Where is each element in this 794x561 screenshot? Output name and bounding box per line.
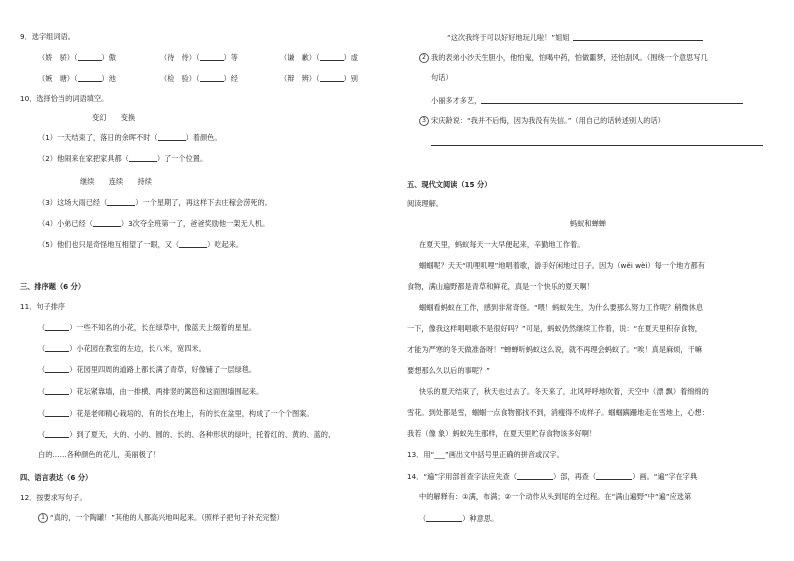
passage-line: 蝈蝈呢？天天“叽哩叽哩”地唱着歌，游手好闲地过日子。因为（wěi wèi）每一个地方都有	[419, 261, 705, 270]
passage-line: 要想那么久以后的事呢？”	[407, 366, 490, 375]
q13: 13．用“___”画出文中括号里正确的拼音或汉字。	[407, 450, 564, 459]
q12-part-3: 3 宋庆龄说：“我并不后悔，因为我没有失信。”（用自己的话转述别人的话）	[419, 116, 665, 126]
passage-line: 一下，像我这样唱唱歌不是很好吗？”可是，蚂蚁仍然继续工作着，说：“在夏天里积存食物，	[407, 324, 702, 333]
passage-line: 食物，满山遍野都是青草和鲜花，真是一个快乐的夏天啊！	[407, 282, 594, 291]
q9-item: （娇 骄）（ ）傲	[38, 53, 116, 62]
q10-sentence-2: （2）他闹来在家把家具都（ ）了一个位置。	[38, 154, 208, 163]
q14-line-3: （ ）种意思。	[419, 514, 499, 523]
number-circle: 3	[419, 116, 429, 126]
section-3-title: 三、排序题（6 分）	[20, 282, 86, 291]
sort-item: （ ）花坛紧靠墙，由一排横、两排竖的篱笆和这面围墙围起来。	[38, 387, 264, 396]
q9-item: （检 验）（ ）经	[160, 74, 238, 83]
q12-part-1: 1 “真的，一个陶罐！”其他的人都高兴地叫起来。（照样子把句子补充完整）	[38, 513, 284, 523]
number-circle: 2	[419, 53, 429, 63]
passage-line: 蝈蝈看蚂蚁在工作，感到非常奇怪。“喂！蚂蚁先生，为什么要那么努力工作呢？稍微休息	[419, 303, 704, 312]
passage-line: 快乐的夏天结束了，秋天也过去了。冬天来了，北风呼呼地吹着，天空中（漂 飘）着绵绵的	[419, 387, 709, 396]
q14-line-1: 14．“遍”字用部首查字法应先查（ ）部，再查（ ）画。“遍”字在字典	[407, 472, 698, 481]
q9-item: （辩 辨）（ ）别	[280, 74, 358, 83]
q9-item: （待 侍）（ ）等	[160, 53, 238, 62]
q12-part-2-continued: 句话）	[431, 73, 453, 82]
sort-item: （ ）一些不知名的小花，长在绿草中，像蓝天上缀着的星星。	[38, 323, 257, 332]
sort-item-continued: 白的……各种颜色的花儿，美丽极了！	[38, 450, 161, 459]
answer-line	[431, 145, 763, 146]
sort-item: （ ）花园里四周的道路上都长满了青草，好像铺了一层绿毯。	[38, 365, 257, 374]
q12-part-2-answer: 小丽多才多艺，	[431, 95, 743, 106]
passage-line: 才能为严寒的冬天做准备呀！”蝉蝉听蚂蚁这么说，就不再理会蚂蚁了。“唉！真是麻烦，干嘛	[407, 345, 702, 354]
q14-line-2: 中的解释有：①满，布满；②一个动作从头到尾的全过程。在“满山遍野”中“遍”应选第	[419, 492, 692, 501]
q10-word-bank-1: 变幻 变换	[92, 113, 136, 122]
q12-part-1-continued: “这次我终于可以好好地玩儿啦！”姐姐	[447, 32, 703, 43]
q10-sentence-5: （5）他们也只是奇怪地互相望了一眼，又（ ）吃起来。	[38, 240, 244, 249]
passage-line: 雪花。到处都是雪，蝈蝈一点食物都找不到，消瘦得不成样子。蝈蝈蹒跚地走在雪地上，心想：	[407, 408, 709, 417]
sort-item: （ ）到了夏天，大的、小的、圆的、长的、各种形状的绿叶，托着红的、黄的、蓝的、	[38, 430, 336, 439]
q12-title: 12．按要求写句子。	[20, 493, 87, 502]
q9-title: 9．选字组词语。	[20, 32, 75, 41]
section-5-title: 五、现代文阅读（15 分）	[407, 180, 492, 189]
q11-title: 11．句子排序	[20, 302, 66, 311]
passage-title: 蚂蚁和蝉蝉	[570, 219, 606, 228]
q10-sentence-4: （4）小弟已经（ ）3次夺全班第一了，爸爸奖励他一架无人机。	[38, 219, 270, 228]
reading-intro: 阅读理解。	[407, 199, 443, 208]
section-4-title: 四、语言表达（6 分）	[20, 473, 93, 482]
q10-word-bank-2: 继续 连续 持续	[80, 177, 152, 186]
q9-item: （嫉 塘）（ ）池	[38, 74, 116, 83]
q10-title: 10．选择恰当的词语填空。	[20, 94, 109, 103]
sort-item: （ ）花是老师精心栽培的，有的长在地上，有的长在盆里，构成了一个个图案。	[38, 409, 314, 418]
passage-line: 在夏天里，蚂蚁每天一大早便起来，辛勤地工作着。	[419, 240, 585, 249]
q12-part-2: 2 我的表弟小沙天生胆小，他怕鬼，怕喝中药，怕做噩梦，还怕刮风。（围绕一个意思写几	[419, 53, 708, 63]
number-circle: 1	[38, 513, 48, 523]
sort-item: （ ）小花园在教室的左边，长八米，宽四米。	[38, 344, 206, 353]
q9-item: （谦 歉）（ ）虚	[280, 53, 358, 62]
passage-line: 我若（像 象）蚂蚁先生那样，在夏天里贮存食物该多好啊！	[407, 429, 597, 438]
q10-sentence-3: （3）这场大雨已经（ ）一个星期了，再这样下去庄稼会涝死的。	[38, 198, 272, 207]
q10-sentence-1: （1）一天结束了，落日的余晖不时（ ）着颜色。	[38, 133, 222, 142]
